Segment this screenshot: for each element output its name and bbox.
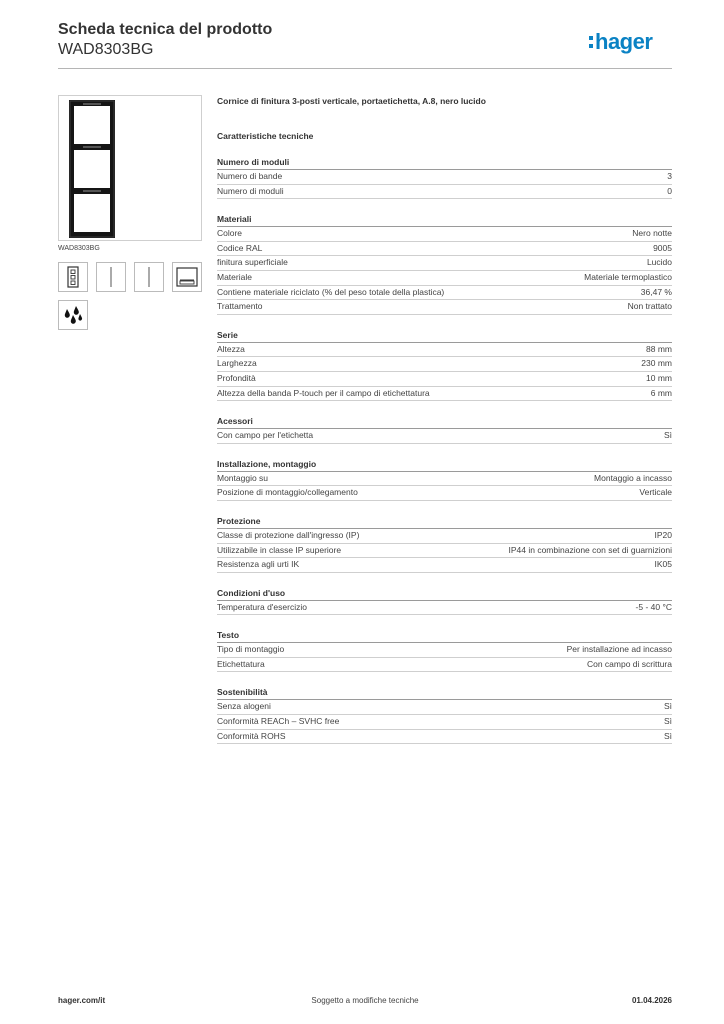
spec-value: 3 (667, 171, 672, 181)
spec-section (217, 156, 672, 199)
spec-value: Con campo di scrittura (586, 658, 672, 669)
spec-row (217, 343, 672, 358)
spec-label: Classe di protezione dall'ingresso (IP) (217, 529, 360, 540)
section-title: Protezione (217, 515, 672, 529)
product-frame-image (69, 100, 115, 238)
spec-label: Contiene materiale riciclato (% del peso totale della plastica) (217, 286, 445, 297)
section-title: Acessori (217, 415, 672, 429)
spec-label: Colore (217, 228, 243, 239)
spec-row (217, 730, 672, 745)
spec-value: Sì (663, 430, 672, 441)
spec-value: 88 mm (646, 343, 672, 354)
spec-value: 0 (667, 185, 672, 196)
feature-icons-row (58, 262, 202, 292)
spec-row (217, 558, 672, 573)
section-title: Serie (217, 329, 672, 343)
spec-label: Conformità ROHS (217, 730, 286, 741)
spec-label: Codice RAL (217, 242, 263, 253)
spec-label: Posizione di montaggio/collegamento (217, 487, 358, 498)
spec-label: Numero di moduli (217, 185, 284, 196)
footer-date: 01.04.2026 (631, 996, 672, 1005)
product-code-title: WAD8303BG (58, 41, 154, 58)
spec-row (217, 300, 672, 315)
spec-label: Altezza (217, 343, 245, 354)
spec-section (217, 686, 672, 744)
section-title: Materiali (217, 213, 672, 227)
spec-row (217, 601, 672, 616)
spec-label: Temperatura d'esercizio (217, 601, 307, 612)
spec-value: 9005 (653, 242, 672, 253)
spec-label: Utilizzabile in classe IP superiore (217, 544, 342, 555)
spec-value: 10 mm (646, 372, 672, 383)
section-title: Installazione, montaggio (217, 458, 672, 472)
spec-section (217, 458, 672, 501)
spec-row (217, 271, 672, 286)
spec-row (217, 372, 672, 387)
spec-row (217, 700, 672, 715)
spec-label: Larghezza (217, 358, 257, 369)
spec-label: Montaggio su (217, 472, 269, 483)
spec-row (217, 256, 672, 271)
spec-row (217, 544, 672, 559)
spec-label: Senza alogeni (217, 701, 271, 712)
spec-value: Sì (663, 730, 672, 741)
spec-value: 230 mm (641, 358, 672, 369)
section-title: Testo (217, 629, 672, 643)
spec-value: Lucido (646, 257, 672, 268)
spec-row (217, 472, 672, 487)
spec-section (217, 629, 672, 672)
spec-value: IK05 (654, 559, 672, 570)
spec-label: Etichettatura (217, 658, 265, 669)
product-image-box (58, 95, 202, 241)
three-module-frame-icon (58, 262, 88, 292)
hager-logo (588, 26, 672, 56)
spec-value: IP44 in combinazione con set di guarnizioni (508, 544, 672, 555)
page-footer (58, 996, 672, 1010)
tech-specs-heading: Caratteristiche tecniche (217, 131, 314, 141)
spec-value: Per installazione ad incasso (566, 644, 672, 655)
spec-value: Verticale (639, 487, 672, 498)
spec-label: Profondità (217, 372, 256, 383)
flush-box-icon (172, 262, 202, 292)
product-sidebar (58, 95, 202, 330)
logo-text: hager (595, 29, 653, 54)
spec-section (217, 587, 672, 616)
spec-value: Non trattato (627, 301, 672, 312)
spec-value: Sì (663, 716, 672, 727)
spec-value: -5 - 40 °C (635, 601, 672, 612)
header-divider (58, 68, 672, 69)
spec-sections (217, 156, 672, 744)
single-line-icon (134, 262, 164, 292)
spec-value: 36,47 % (640, 286, 672, 297)
spec-label: Resistenza agli urti IK (217, 559, 300, 570)
spec-value: Nero notte (632, 228, 672, 239)
footer-website[interactable]: hager.com/it (58, 996, 106, 1005)
spec-label: Altezza della banda P-touch per il campo di etichettatura (217, 387, 430, 398)
spec-section (217, 515, 672, 573)
spec-label: Conformità REACh – SVHC free (217, 716, 340, 727)
spec-row (217, 658, 672, 673)
spec-row (217, 227, 672, 242)
spec-row (217, 242, 672, 257)
spec-value: 6 mm (650, 387, 672, 398)
spec-section (217, 329, 672, 401)
spec-label: finitura superficiale (217, 257, 288, 268)
spec-value: Materiale termoplastico (584, 271, 672, 282)
spec-label: Con campo per l'etichetta (217, 430, 314, 441)
document-title: Scheda tecnica del prodotto (58, 21, 273, 38)
page-header (58, 20, 672, 70)
spec-content (217, 95, 672, 744)
spec-row (217, 170, 672, 185)
water-drops-icon (58, 300, 88, 330)
section-title: Sostenibilità (217, 686, 672, 700)
spec-label: Trattamento (217, 301, 263, 312)
spec-row (217, 486, 672, 501)
spec-value: Sì (663, 701, 672, 712)
spec-row (217, 357, 672, 372)
product-image-caption: WAD8303BG (58, 245, 100, 252)
product-description: Cornice di finitura 3-posti verticale, portaetichetta, A.8, nero lucido (217, 96, 486, 106)
footer-note: Soggetto a modifiche tecniche (311, 996, 419, 1005)
single-line-icon (96, 262, 126, 292)
spec-value: IP20 (654, 529, 672, 540)
spec-label: Numero di bande (217, 171, 283, 181)
spec-row (217, 715, 672, 730)
spec-label: Materiale (217, 271, 252, 282)
spec-row (217, 529, 672, 544)
spec-row (217, 387, 672, 402)
spec-row (217, 286, 672, 301)
section-title: Numero di moduli (217, 156, 672, 170)
spec-label: Tipo di montaggio (217, 644, 285, 655)
section-title: Condizioni d'uso (217, 587, 672, 601)
spec-row (217, 643, 672, 658)
spec-section (217, 415, 672, 444)
spec-value: Montaggio a incasso (594, 472, 672, 483)
spec-row (217, 429, 672, 444)
spec-row (217, 185, 672, 200)
spec-section (217, 213, 672, 315)
